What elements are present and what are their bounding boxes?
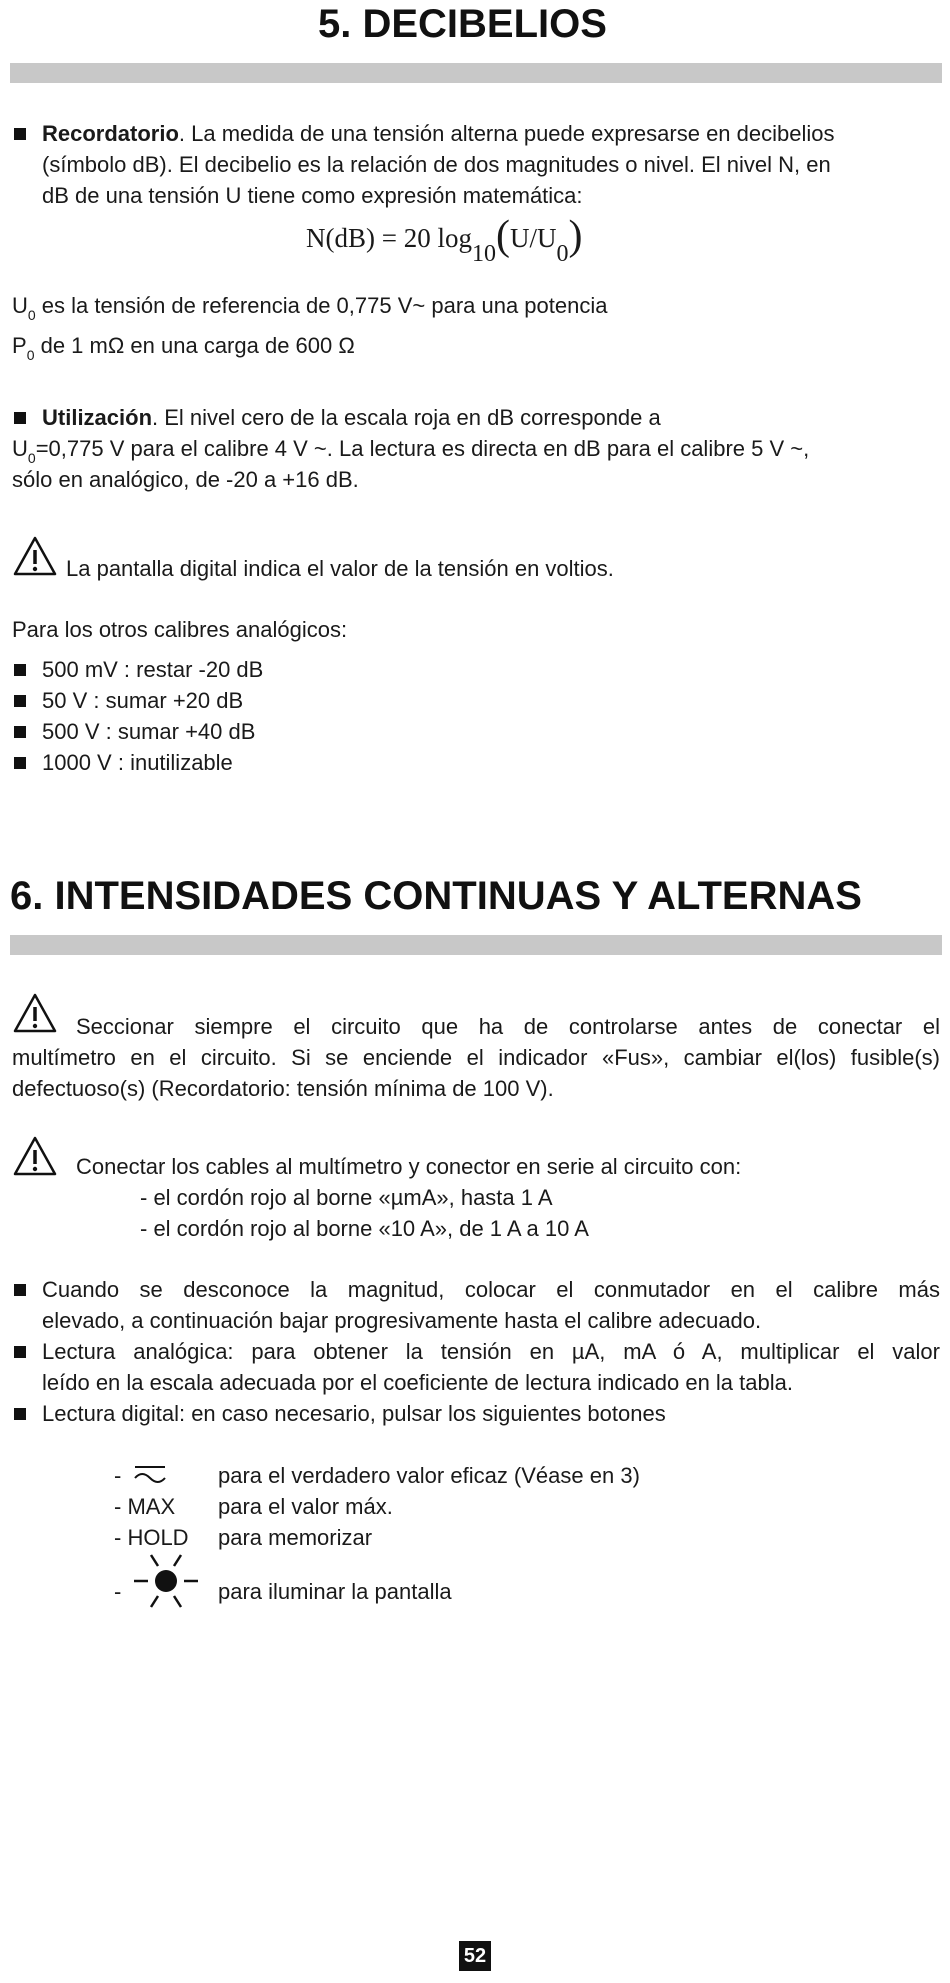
bullet-square xyxy=(14,757,26,769)
warn-disconnect-line-1: Seccionar siempre el circuito que ha de controlarse antes de conectar el xyxy=(76,1014,940,1039)
formula-lhs: N(dB) = 20 log xyxy=(306,223,472,253)
button-desc-backlight: para iluminar la pantalla xyxy=(218,1579,452,1604)
bullet-2-line-2: leído en la escala adecuada por el coeficiente de lectura indicado en la tabla. xyxy=(42,1370,793,1395)
reminder-label: Recordatorio xyxy=(42,121,179,146)
warn-connect-line-1: Conectar los cables al multímetro y conector en serie al circuito con: xyxy=(76,1154,742,1179)
warning-icon xyxy=(12,992,58,1034)
bullet-square xyxy=(14,128,26,140)
section-6-divider xyxy=(10,935,942,955)
bullet-square xyxy=(14,1408,26,1420)
bullet-square xyxy=(14,695,26,707)
warning-icon xyxy=(12,1135,58,1177)
button-desc-hold: para memorizar xyxy=(218,1525,373,1550)
p0-definition: $P_0$ de 1 mΩ en una carga de 600 Ω xyxy=(12,333,355,363)
usage-line-2: $U_0=0,775$ V para el calibre 4 V ~. La lectura es directa en dB para el calibre 5 V ~, xyxy=(12,436,810,466)
bullet-2-line-1: Lectura analógica: para obtener la tensión en µA, mA ó A, multiplicar el valor xyxy=(42,1339,940,1364)
reminder-line-2: (símbolo dB). El decibelio es la relación de dos magnitudes o nivel. El nivel N, en xyxy=(42,152,831,177)
usage-line-3: sólo en analógico, de -20 a +16 dB. xyxy=(12,467,359,492)
true-rms-icon xyxy=(132,1462,168,1488)
bullet-square xyxy=(14,412,26,424)
warn-disconnect-line-3: defectuoso(s) (Recordatorio: tensión mínima de 100 V). xyxy=(12,1076,554,1101)
usage-line-1: Utilización. El nivel cero de la escala roja en dB corresponde a xyxy=(42,405,661,430)
reminder-text: . La medida de una tensión alterna puede expresarse en decibelios xyxy=(178,121,835,146)
formula-u-sub: 0 xyxy=(556,241,569,267)
formula-paren-close: ) xyxy=(568,213,583,259)
u0-definition: $U_0$ es la tensión de referencia de 0,775 V~ para una potencia xyxy=(12,293,608,323)
bullet-square xyxy=(14,1284,26,1296)
formula-log-base: 10 xyxy=(471,241,496,267)
usage-label: Utilización xyxy=(42,405,153,430)
decibel-formula xyxy=(306,210,583,267)
bullet-1-line-2: elevado, a continuación bajar progresivamente hasta el calibre adecuado. xyxy=(42,1308,762,1333)
warning-icon xyxy=(12,535,58,577)
warn-disconnect-line-2: multímetro en el circuito. Si se enciende el indicador «Fus», cambiar el(los) fusible(s) xyxy=(12,1045,940,1070)
range-item: 50 V : sumar +20 dB xyxy=(42,688,244,713)
page-number: 52 xyxy=(459,1941,491,1971)
button-key-rms: - xyxy=(114,1463,122,1488)
formula-paren-open: ( xyxy=(495,213,510,259)
formula-u: U/U xyxy=(509,223,557,253)
warn-connect-item-2: - el cordón rojo al borne «10 A», de 1 A a 10 A xyxy=(140,1216,589,1241)
button-key-backlight: - xyxy=(114,1579,122,1604)
backlight-icon xyxy=(130,1551,202,1611)
section-5-title: 5. DECIBELIOS xyxy=(318,2,607,46)
reminder-line-3: dB de una tensión U tiene como expresión matemática: xyxy=(42,183,583,208)
button-key-hold: - HOLD xyxy=(114,1525,189,1550)
section-6-title: 6. INTENSIDADES CONTINUAS Y ALTERNAS xyxy=(10,874,862,918)
warning-digital-display: La pantalla digital indica el valor de la tensión en voltios. xyxy=(66,556,614,581)
range-item: 500 mV : restar -20 dB xyxy=(42,657,264,682)
bullet-1-line-1: Cuando se desconoce la magnitud, colocar el conmutador en el calibre más xyxy=(42,1277,940,1302)
bullet-square xyxy=(14,726,26,738)
other-ranges-intro: Para los otros calibres analógicos: xyxy=(12,617,348,642)
range-item: 1000 V : inutilizable xyxy=(42,750,233,775)
button-desc-max: para el valor máx. xyxy=(218,1494,393,1519)
warn-connect-item-1: - el cordón rojo al borne «µmA», hasta 1 A xyxy=(140,1185,553,1210)
reminder-line-1 xyxy=(42,118,835,149)
button-key-max: - MAX xyxy=(114,1494,176,1519)
bullet-square xyxy=(14,664,26,676)
range-item: 500 V : sumar +40 dB xyxy=(42,719,256,744)
bullet-3-line-1: Lectura digital: en caso necesario, pulsar los siguientes botones xyxy=(42,1401,666,1426)
bullet-square xyxy=(14,1346,26,1358)
button-desc-rms: para el verdadero valor eficaz (Véase en 3) xyxy=(218,1463,640,1488)
section-5-divider xyxy=(10,63,942,83)
